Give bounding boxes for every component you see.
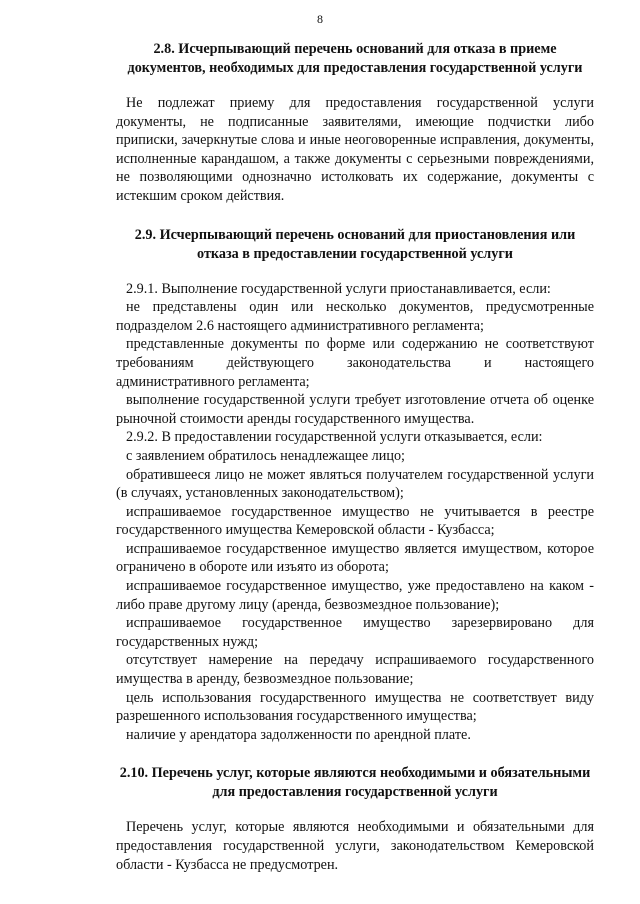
document-body <box>116 40 594 874</box>
paragraph: цель использования государственного имущества не соответствует виду разрешенного использования государственного имущества; <box>116 689 594 725</box>
page-number: 8 <box>317 12 323 26</box>
section-2-10 <box>116 764 594 874</box>
paragraph: Не подлежат приему для предоставления государственной услуги документы, не подписанные заявителями, имеющие подчистки либо приписки, зачеркнутые слова и иные неоговоренные исправления, документы, исполненные карандашом, а также документы с серьезными повреждениями, не позволяющими однозначно истолковать их содержание, документы с истекшим сроком действия. <box>116 95 594 204</box>
paragraph: отсутствует намерение на передачу испрашиваемого государственного имущества в аренду, безвозмездное пользование; <box>116 652 594 688</box>
section-heading: 2.10. Перечень услуг, которые являются необходимыми и обязательными для предоставления государственной услуги <box>119 765 591 801</box>
paragraph: выполнение государственной услуги требует изготовление отчета об оценке рыночной стоимости аренды государственного имущества. <box>116 392 594 427</box>
paragraph: обратившееся лицо не может являться получателем государственной услуги (в случаях, установленных законодательством); <box>116 466 594 502</box>
paragraph: 2.9.2. В предоставлении государственной услуги отказывается, если: <box>126 429 543 446</box>
paragraph: Перечень услуг, которые являются необходимыми и обязательными для предоставления государственной услуги, законодательством Кемеровской области - Кузбасса не предусмотрен. <box>116 819 594 873</box>
paragraph: испрашиваемое государственное имущество зарезервировано для государственных нужд; <box>116 615 594 650</box>
section-2-9 <box>116 226 594 745</box>
paragraph: наличие у арендатора задолженности по арендной плате. <box>126 726 471 743</box>
section-2-8 <box>116 40 594 206</box>
paragraph: не представлены один или несколько документов, предусмотренные подразделом 2.6 настоящего административного регламента; <box>116 299 594 334</box>
paragraph: 2.9.1. Выполнение государственной услуги приостанавливается, если: <box>126 280 551 297</box>
paragraph: испрашиваемое государственное имущество, уже предоставлено на каком - либо праве другому лицу (аренда, безвозмездное пользование); <box>116 578 594 613</box>
paragraph: испрашиваемое государственное имущество является имуществом, которое ограничено в обороте или изъято из оборота; <box>116 540 594 576</box>
paragraph: с заявлением обратилось ненадлежащее лицо; <box>126 447 405 464</box>
paragraph: представленные документы по форме или содержанию не соответствуют требованиям действующего законодательства и настоящего административного регламента; <box>116 336 594 390</box>
section-heading: 2.8. Исчерпывающий перечень оснований для отказа в приеме документов, необходимых для предоставления государственной услуги <box>127 41 583 76</box>
paragraph: испрашиваемое государственное имущество не учитывается в реестре государственного имущества Кемеровской области - Кузбасса; <box>116 503 594 539</box>
section-heading: 2.9. Исчерпывающий перечень оснований для приостановления или отказа в предоставлении государственной услуги <box>134 226 576 262</box>
